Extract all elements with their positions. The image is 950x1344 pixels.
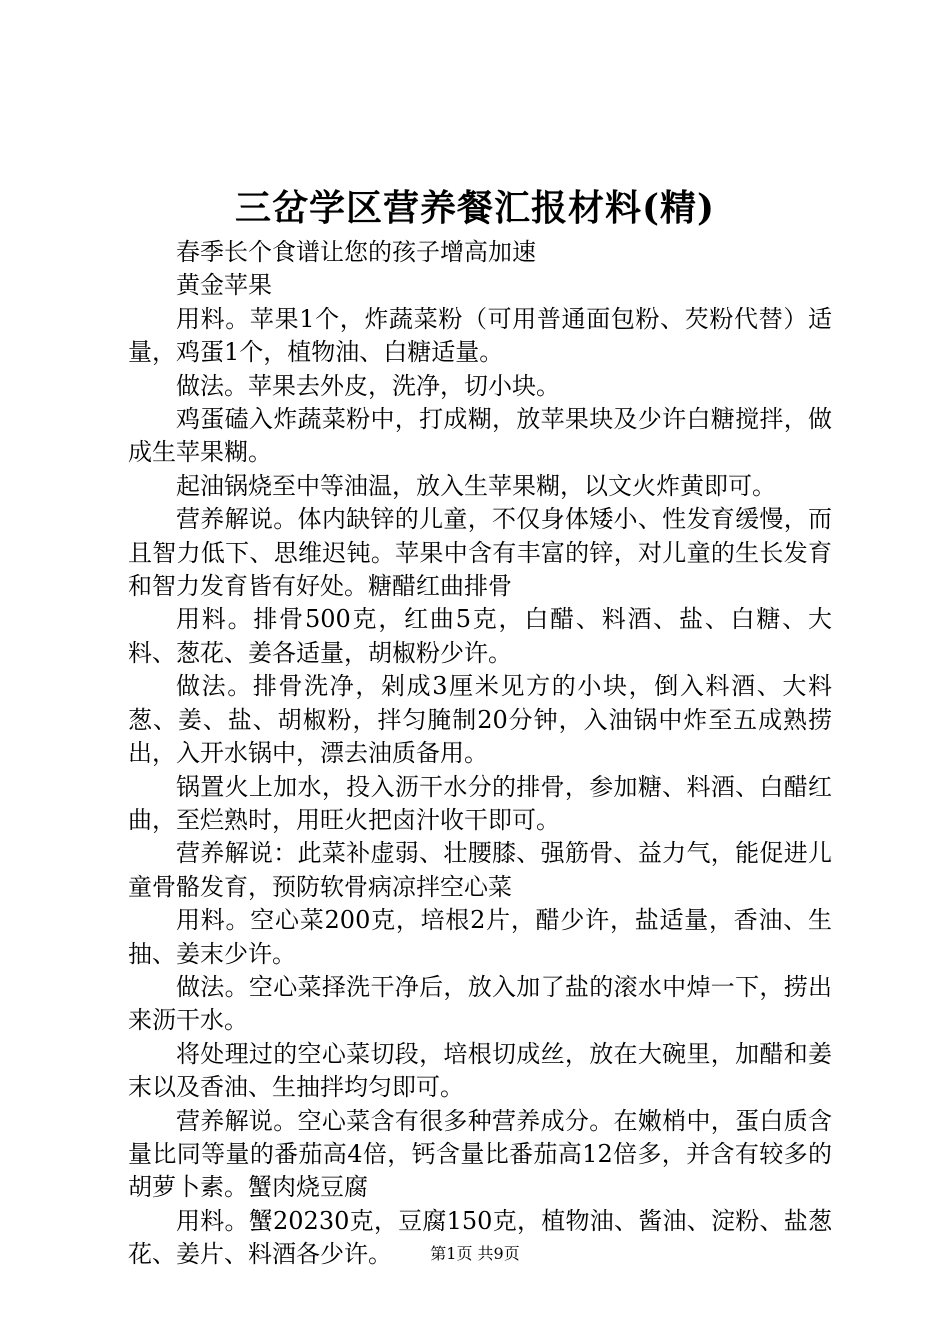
paragraph: 营养解说：此菜补虚弱、壮腰膝、强筋骨、益力气，能促进儿童骨骼发育，预防软骨病凉拌空心菜 [128,839,832,901]
paragraph: 锅置火上加水，投入沥干水分的排骨，参加糖、料酒、白醋红曲，至烂熟时，用旺火把卤汁收干即可。 [128,772,832,834]
document-body [128,236,832,1272]
paragraph: 做法。苹果去外皮，洗净，切小块。 [176,371,560,400]
paragraph: 黄金苹果 [176,271,272,300]
paragraph: 营养解说。空心菜含有很多种营养成分。在嫩梢中，蛋白质含量比同等量的番茄高4倍，钙含量比番茄高12倍多，并含有较多的胡萝卜素。蟹肉烧豆腐 [128,1106,832,1202]
paragraph: 鸡蛋磕入炸蔬菜粉中，打成糊，放苹果块及少许白糖搅拌，做成生苹果糊。 [128,405,832,467]
paragraph: 营养解说。体内缺锌的儿童，不仅身体矮小、性发育缓慢，而且智力低下、思维迟钝。苹果中含有丰富的锌，对儿童的生长发育和智力发育皆有好处。糖醋红曲排骨 [128,505,832,601]
document-title: 三岔学区营养餐汇报材料(精) [234,187,716,229]
page-footer: 第1页 共9页 [430,1244,520,1263]
paragraph: 用料。苹果1个，炸蔬菜粉（可用普通面包粉、芡粉代替）适量，鸡蛋1个，植物油、白糖适量。 [128,304,832,367]
paragraph: 将处理过的空心菜切段，培根切成丝，放在大碗里，加醋和姜末以及香油、生抽拌均匀即可。 [128,1039,832,1102]
paragraph: 做法。排骨洗净，剁成3厘米见方的小块，倒入料酒、大料葱、姜、盐、胡椒粉，拌匀腌制20分钟，入油锅中炸至五成熟捞出，入开水锅中，漂去油质备用。 [128,672,832,768]
paragraph: 春季长个食谱让您的孩子增高加速 [176,238,536,266]
paragraph: 做法。空心菜择洗干净后，放入加了盐的滚水中焯一下，捞出来沥干水。 [128,972,832,1035]
paragraph: 用料。蟹20230克，豆腐150克，植物油、酱油、淀粉、盐葱花、姜片、料酒各少许。 [128,1206,832,1269]
paragraph: 用料。排骨500克，红曲5克，白醋、料酒、盐、白糖、大料、葱花、姜各适量，胡椒粉少许。 [128,605,832,667]
paragraph: 用料。空心菜200克，培根2片，醋少许，盐适量，香油、生抽、姜末少许。 [128,906,832,968]
paragraph: 起油锅烧至中等油温，放入生苹果糊，以文火炸黄即可。 [176,471,776,500]
